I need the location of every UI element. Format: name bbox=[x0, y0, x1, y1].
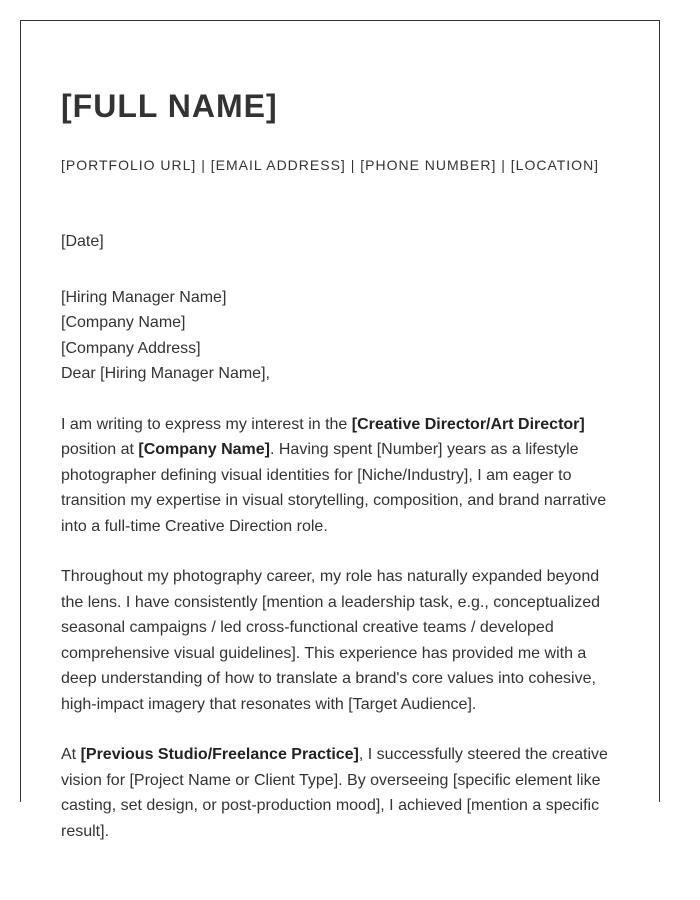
company-address: [Company Address] bbox=[61, 339, 201, 357]
intro-company-bold: [Company Name] bbox=[138, 441, 270, 459]
intro-text-3: . Having spent [Number] years as a lifestyle photographer defining visual identities for [Niche/Industry], I am eager to transition my expertise in visual storytelling, composition, and brand narrative into a full-time Creative Direction role. bbox=[61, 441, 607, 535]
paragraph-achievement bbox=[61, 742, 621, 844]
recipient-block bbox=[61, 285, 621, 387]
contact-line: [PORTFOLIO URL] | [EMAIL ADDRESS] | [PHONE NUMBER] | [LOCATION] bbox=[61, 157, 600, 173]
intro-text-1: I am writing to express my interest in the bbox=[61, 415, 352, 433]
company-name: [Company Name] bbox=[61, 314, 186, 332]
letter-content bbox=[61, 85, 621, 860]
paragraph-intro bbox=[61, 412, 621, 540]
achievement-text-1: At bbox=[61, 746, 81, 764]
achievement-text-2: , I successfully steered the creative vision for [Project Name or Client Type]. By overseeing [specific element like casting, set design, or post-production mood], I achieved [mention a specific result]. bbox=[61, 746, 608, 840]
intro-text-2: position at bbox=[61, 441, 139, 459]
letter-date: [Date] bbox=[61, 233, 104, 250]
achievement-studio-bold: [Previous Studio/Freelance Practice] bbox=[80, 746, 359, 764]
paragraph-experience: Throughout my photography career, my role has naturally expanded beyond the lens. I have consistently [mention a leadership task, e.g., conceptualized seasonal campaigns / led cross-functional creative teams / developed comprehensive visual guidelines]. This experience has provided me with a deep understanding of how to translate a brand's core values into cohesive, high-impact imagery that resonates with [Target Audience]. bbox=[61, 568, 600, 713]
salutation: Dear [Hiring Manager Name], bbox=[61, 365, 270, 383]
hiring-manager-name: [Hiring Manager Name] bbox=[61, 288, 227, 306]
full-name-heading: [FULL NAME] bbox=[61, 88, 278, 124]
intro-role-bold: [Creative Director/Art Director] bbox=[351, 415, 585, 433]
letter-page bbox=[20, 20, 660, 840]
